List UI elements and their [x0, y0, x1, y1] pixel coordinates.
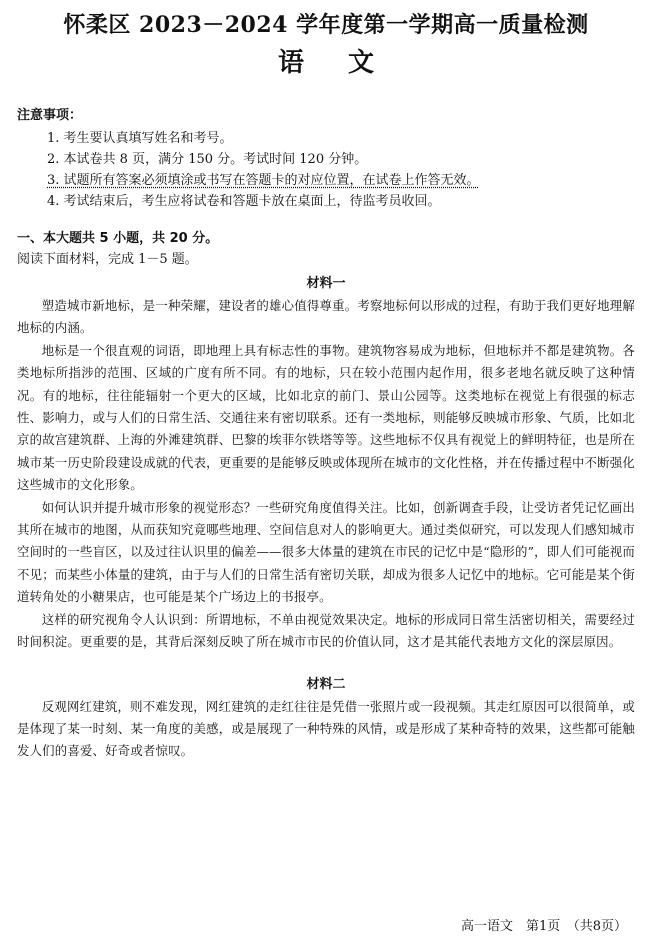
material-two-title: 材料二 — [306, 676, 346, 692]
material-two-paragraph: 反观网红建筑，则不难发现，网红建筑的走红往往是凭借一张照片或一段视频。其走红原因可以很简单，或是体现了某一时刻、某一角度的美感，或是展现了一种特殊的风情，或是形成了某种奇特的效果，这些都可能触发人们的喜爱、好奇或者惊叹。 — [17, 698, 635, 759]
section-instruction: 阅读下面材料，完成 1－5 题。 — [17, 252, 198, 267]
notes-item: 4. 考试结束后，考生应将试卷和答题卡放在桌面上，待监考员收回。 — [47, 194, 441, 209]
material-one-paragraph: 如何认识并提升城市形象的视觉形态？一些研究角度值得关注。比如，创新调查手段，让受访者凭记忆画出其所在城市的地图，从而获知究竟哪些地理、空间信息对人的影响更大。通过类似研究，可以发现人们感知城市空间时的一些盲区，以及过往认识里的偏差——很多大体量的建筑在市民的记忆中是“隐形的”，即人们可能视而不见；而某些小体量的建筑，由于与人们的日常生活有密切关联，却成为很多人记忆中的地标。它可能是某个街道转角处的小糖果店，也可能是某个广场边上的书报亭。 — [17, 499, 635, 605]
material-one-paragraph: 地标是一个很直观的词语，即地理上具有标志性的事物。建筑物容易成为地标，但地标并不都是建筑物。各类地标所指涉的范围、区域的广度有所不同。有的地标，只在较小范围内起作用，很多老地名就反映了这种情况。有的地标，往往能辐射一个更大的区域，比如北京的前门、景山公园等。这类地标在视觉上有很强的标志性、影响力，或与人们的日常生活、交通往来有密切联系。还有一类地标，则能够反映城市形象、气质，比如北京的故宫建筑群、上海的外滩建筑群、巴黎的埃菲尔铁塔等等。这些地标不仅具有视觉上的鲜明特征，也是所在城市某一历史阶段建设成就的代表，更重要的是能够反映或体现所在城市的文化性格，并在传播过程中不断强化这些城市的文化形象。 — [17, 342, 635, 493]
notes-item: 1. 考生要认真填写姓名和考号。 — [47, 131, 233, 146]
notes-item — [47, 170, 635, 191]
subject-title: 语文 — [277, 48, 418, 78]
material-one-paragraph: 这样的研究视角令人认识到：所谓地标，不单由视觉效果决定。地标的形成同日常生活密切相关，需要经过时间积淀。更重要的是，其背后深刻反映了所在城市市民的价值认同，这才是其能代表地方文化的深层原因。 — [17, 611, 635, 650]
material-one-paragraph: 塑造城市新地标，是一种荣耀，建设者的雄心值得尊重。考察地标何以形成的过程，有助于我们更好地理解地标的内涵。 — [17, 298, 635, 336]
material-one-title: 材料一 — [306, 276, 346, 291]
exam-title: 怀柔区 2023－2024 学年度第一学期高一质量检测 — [63, 12, 589, 38]
notes-list — [47, 128, 635, 212]
page-footer: 高一语文 第1页 （共8页） — [460, 919, 627, 934]
section-heading: 一、本大题共 5 小题，共 20 分。 — [17, 231, 219, 246]
notes-item: 2. 本试卷共 8 页，满分 150 分。考试时间 120 分钟。 — [47, 152, 368, 167]
notes-item-dotted-text: 3. 试题所有答案必须填涂或书写在答题卡的对应位置，在试卷上作答无效。 — [47, 173, 480, 188]
notes-heading: 注意事项： — [17, 108, 83, 123]
